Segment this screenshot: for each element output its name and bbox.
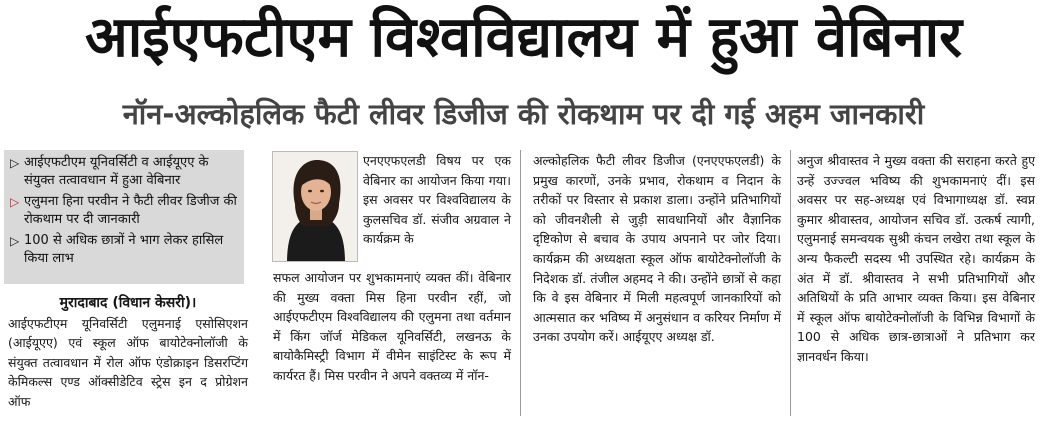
article-column-2-top [363, 151, 511, 249]
highlight-item [10, 193, 240, 229]
dateline: मुरादाबाद (विधान केसरी)। [59, 295, 197, 311]
highlight-item [10, 232, 240, 268]
highlight-item [10, 154, 240, 190]
highlights-box [4, 150, 244, 284]
article-paragraph: अनुज श्रीवास्तव ने मुख्य वक्ता की सराहना करते हुए उन्हें उज्ज्वल भविष्य की शुभकामनाएं दीं। इस अवसर पर सह-अध्यक्ष एवं विभागाध्यक्ष डॉ. स्वप्न कुमार श्रीवास्तव, आयोजन सचिव डॉ. उत्कर्ष त्यागी, एलुमनाई समन्वयक सुश्री कंचन लखेरा तथा स्कूल के अन्य फैकल्टी सदस्य भी उपस्थित रहे। कार्यक्रम के अंत में डॉ. श्रीवास्तव ने सभी प्रतिभागियों और अतिथियों के प्रति आभार व्यक्त किया। इस वेबिनार में स्कूल ऑफ बायोटेक्नोलॉजी के विभिन्न विभागों के 100 से अधिक छात्र-छात्राओं ने प्रतिभाग कर ज्ञानवर्धन किया। [797, 153, 1035, 364]
article-paragraph: आईएफटीएम यूनिवर्सिटी एलुमनाई एसोसिएशन (आईयूएए) एवं स्कूल ऑफ बायोटेक्नोलॉजी के संयुक्त तत्वावधान में रोल ऑफ एंडोक्राइन डिसरप्टिंग केमिकल्स एण्ड ऑक्सीडेटिव स्ट्रेस इन द प्रोग्रेशन ऑफ [8, 315, 248, 409]
triangle-bullet-icon: ▷ [10, 195, 20, 209]
column-divider [790, 150, 791, 416]
column-divider [520, 150, 521, 416]
triangle-bullet-icon: ▷ [10, 156, 20, 170]
headline: आईएफटीएम विश्वविद्यालय में हुआ वेबिनार [84, 5, 963, 70]
highlight-text: आईएफटीएम यूनिवर्सिटी व आईयूएए के संयुक्त तत्वावधान में हुआ वेबिनार [24, 155, 209, 188]
article-column-4 [797, 151, 1035, 367]
article-paragraph: सफल आयोजन पर शुभकामनाएं व्यक्त कीं। वेबिनार की मुख्य वक्ता मिस हिना परवीन रहीं, जो आईएफटीएम विश्वविद्यालय की एलुमना तथा वर्तमान में किंग जॉर्ज मेडिकल यूनिवर्सिटी, लखनऊ के बायोकैमिस्ट्री विभाग में वीमेन साइंटिस्ट के रूप में कार्यरत हैं। मिस परवीन ने अपने वक्तव्य में नॉन- [273, 270, 511, 383]
subheadline: नॉन-अल्कोहलिक फैटी लीवर डिजीज की रोकथाम पर दी गई अहम जानकारी [122, 97, 925, 131]
article-column-1 [8, 294, 248, 412]
highlight-text: एलुमना हिना परवीन ने फैटी लीवर डिजीज की रोकथाम पर दी जानकारी [24, 194, 237, 227]
speaker-photo [272, 151, 358, 262]
woman-portrait-icon [273, 152, 358, 262]
triangle-bullet-icon: ▷ [10, 234, 20, 248]
article-column-2 [273, 268, 511, 386]
article-paragraph: अल्कोहलिक फैटी लीवर डिजीज (एनएएफएलडी) के प्रमुख कारणों, उनके प्रभाव, रोकथाम व निदान के तरीकों पर विस्तार से प्रकाश डाला। उन्होंने प्रतिभागियों को जीवनशैली से जुड़ी सावधानियों और वैज्ञानिक दृष्टिकोण से बचाव के उपाय अपनाने पर जोर दिया। कार्यक्रम की अध्यक्षता स्कूल ऑफ बायोटेक्नोलॉजी के निदेशक डॉ. तंजील अहमद ने की। उन्होंने छात्रों से कहा कि वे इस वेबिनार में मिली महत्वपूर्ण जानकारियों को आत्मसात कर भविष्य में अनुसंधान व करियर निर्माण में उनका उपयोग करें। आईयूएए अध्यक्ष डॉ. [533, 153, 781, 345]
article-paragraph: एनएएफएलडी विषय पर एक वेबिनार का आयोजन किया गया। इस अवसर पर विश्वविद्यालय के कुलसचिव डॉ. संजीव अग्रवाल ने कार्यक्रम के [363, 153, 511, 247]
highlight-text: 100 से अधिक छात्रों ने भाग लेकर हासिल किया लाभ [24, 233, 224, 266]
article-column-3 [533, 151, 781, 347]
